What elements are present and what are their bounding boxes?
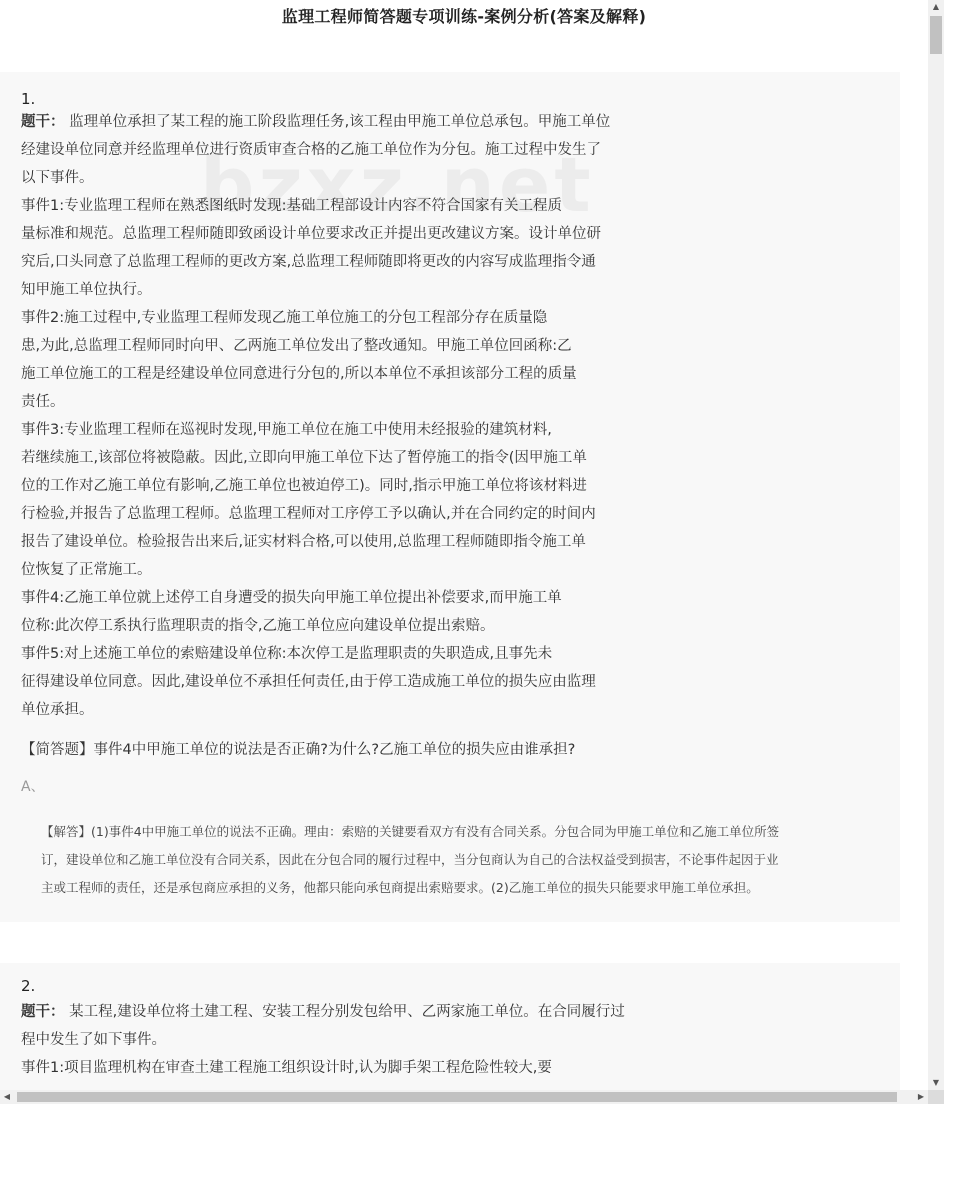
- answer-explanation: [41, 818, 871, 902]
- vertical-scrollbar-thumb[interactable]: [930, 16, 942, 54]
- stem-line: 事件2:施工过程中,专业监理工程师发现乙施工单位施工的分包工程部分存在质量隐: [21, 310, 548, 326]
- stem-line: 以下事件。: [21, 170, 94, 186]
- stem-line: 经建设单位同意并经监理单位进行资质审查合格的乙施工单位作为分包。施工过程中发生了: [21, 142, 601, 158]
- stem-label: 题干：: [21, 114, 65, 130]
- stem-line: 程中发生了如下事件。: [21, 1032, 166, 1048]
- scroll-up-arrow-icon[interactable]: ▲: [932, 2, 940, 11]
- stem-line: 事件1:专业监理工程师在熟悉图纸时发现:基础工程部设计内容不符合国家有关工程质: [21, 198, 562, 214]
- answer-option[interactable]: A、: [21, 779, 45, 795]
- stem-line: 题干： 某工程,建设单位将土建工程、安装工程分别发包给甲、乙两家施工单位。在合同履行过: [21, 1004, 625, 1020]
- horizontal-scrollbar-thumb[interactable]: [17, 1092, 897, 1102]
- stem-line: 若继续施工,该部位将被隐蔽。因此,立即向甲施工单位下达了暂停施工的指令(因甲施工单: [21, 450, 587, 466]
- stem-line: 位的工作对乙施工单位有影响,乙施工单位也被迫停工)。同时,指示甲施工单位将该材料进: [21, 478, 587, 494]
- stem-line: 事件3:专业监理工程师在巡视时发现,甲施工单位在施工中使用未经报验的建筑材料,: [21, 422, 552, 438]
- stem-line: 位恢复了正常施工。: [21, 562, 152, 578]
- page-title: 监理工程师简答题专项训练-案例分析(答案及解释): [281, 7, 647, 26]
- question-card: [0, 72, 900, 922]
- question-text: 【简答题】事件4中甲施工单位的说法是否正确?为什么?乙施工单位的损失应由谁承担?: [21, 742, 576, 758]
- answer-line: 【解答】(1)事件4中甲施工单位的说法不正确。理由：索赔的关键要看双方有没有合同关系。分包合同为甲施工单位和乙施工单位所签: [41, 824, 780, 839]
- stem-line: 单位承担。: [21, 702, 94, 718]
- question-stem: [21, 998, 691, 1082]
- answer-line: 主或工程师的责任，还是承包商应承担的义务，他都只能向承包商提出索赔要求。(2)乙施工单位的损失只能要求甲施工单位承担。: [41, 880, 759, 895]
- stem-line: 报告了建设单位。检验报告出来后,证实材料合格,可以使用,总监理工程师随即指令施工单: [21, 534, 586, 550]
- scrollbar-corner: [928, 1090, 944, 1104]
- stem-line: 究后,口头同意了总监理工程师的更改方案,总监理工程师随即将更改的内容写成监理指令通: [21, 254, 596, 270]
- stem-line: 位称:此次停工系执行监理职责的指令,乙施工单位应向建设单位提出索赔。: [21, 618, 495, 634]
- stem-label: 题干：: [21, 1004, 65, 1020]
- horizontal-scrollbar[interactable]: [0, 1090, 928, 1104]
- vertical-scrollbar[interactable]: [928, 0, 944, 1090]
- question-card: [0, 963, 900, 1090]
- question-number: 2.: [21, 977, 36, 995]
- scroll-left-arrow-icon[interactable]: ◀: [3, 1092, 11, 1101]
- stem-line: 量标准和规范。总监理工程师随即致函设计单位要求改正并提出更改建议方案。设计单位研: [21, 226, 601, 242]
- stem-line: 施工单位施工的工程是经建设单位同意进行分包的,所以本单位不承担该部分工程的质量: [21, 366, 577, 382]
- stem-line: 征得建设单位同意。因此,建设单位不承担任何责任,由于停工造成施工单位的损失应由监理: [21, 674, 596, 690]
- stem-line: 题干： 监理单位承担了某工程的施工阶段监理任务,该工程由甲施工单位总承包。甲施工单位: [21, 114, 611, 130]
- scroll-down-arrow-icon[interactable]: ▼: [932, 1078, 940, 1087]
- question-stem: [21, 108, 691, 724]
- answer-line: 订，建设单位和乙施工单位没有合同关系，因此在分包合同的履行过程中，当分包商认为自己的合法权益受到损害，不论事件起因于业: [41, 852, 779, 867]
- question-number: 1.: [21, 90, 36, 108]
- stem-line: 责任。: [21, 394, 65, 410]
- stem-line: 事件1:项目监理机构在审查土建工程施工组织设计时,认为脚手架工程危险性较大,要: [21, 1060, 552, 1076]
- scroll-right-arrow-icon[interactable]: ▶: [917, 1092, 925, 1101]
- stem-line: 行检验,并报告了总监理工程师。总监理工程师对工序停工予以确认,并在合同约定的时间内: [21, 506, 596, 522]
- stem-line: 事件4:乙施工单位就上述停工自身遭受的损失向甲施工单位提出补偿要求,而甲施工单: [21, 590, 562, 606]
- stem-line: 患,为此,总监理工程师同时向甲、乙两施工单位发出了整改通知。甲施工单位回函称:乙: [21, 338, 572, 354]
- stem-line: 事件5:对上述施工单位的索赔建设单位称:本次停工是监理职责的失职造成,且事先未: [21, 646, 553, 662]
- stem-line: 知甲施工单位执行。: [21, 282, 152, 298]
